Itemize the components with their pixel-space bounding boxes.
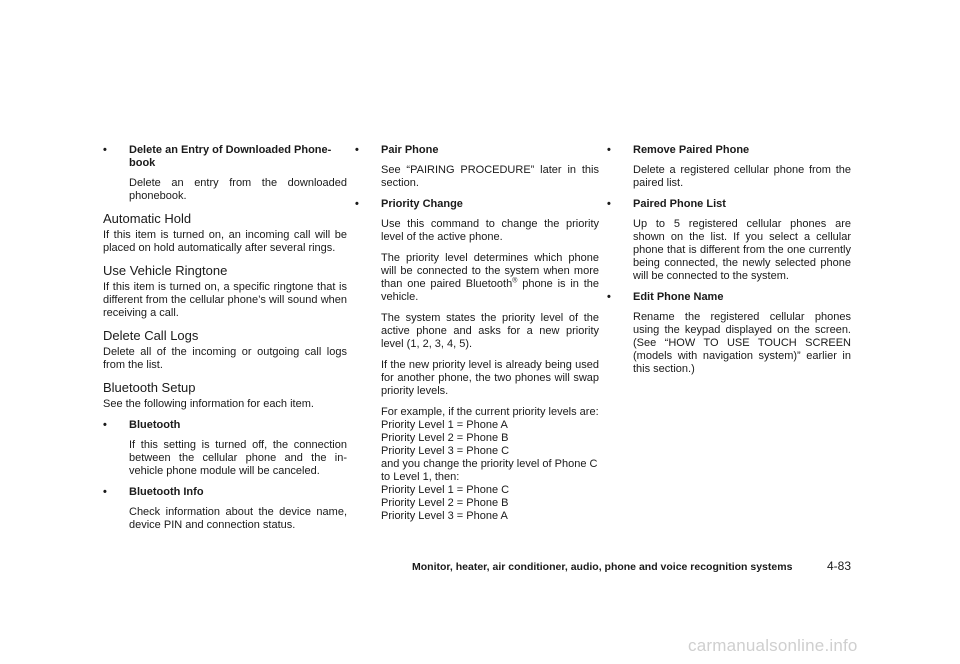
- bullet-dot: •: [103, 144, 107, 156]
- bullet-body: Up to 5 registered cellular phones are shown on the list. If you select a cellular phone that is different from the one currently being connected, the newly selected phone will be connected to the system.: [633, 218, 851, 282]
- paragraph-bluetooth-setup: See the following information for each item.: [103, 398, 314, 410]
- bullet-bluetooth: [103, 419, 347, 432]
- bullet-remove-paired-phone: [607, 144, 851, 157]
- heading-delete-call-logs: Delete Call Logs: [103, 328, 199, 343]
- priority-example: [355, 406, 599, 523]
- bullet-body: Use this command to change the priority level of the active phone.: [381, 218, 599, 243]
- bullet-paired-phone-list: [607, 198, 851, 211]
- bullet-body: Check information about the device name, device PIN and connection status.: [129, 506, 347, 531]
- bullet-dot: •: [607, 144, 611, 156]
- bullet-body: See “PAIRING PROCEDURE” later in this section.: [381, 164, 599, 189]
- bullet-title: Priority Change: [381, 198, 463, 210]
- heading-bluetooth-setup: Bluetooth Setup: [103, 380, 196, 395]
- bullet-dot: •: [607, 198, 611, 210]
- bullet-bluetooth-info: [103, 486, 347, 499]
- text-run: phone is in the vehicle.: [381, 278, 599, 303]
- paragraph-automatic-hold: If this item is turned on, an incoming call will be placed on hold automatically after several rings.: [103, 229, 347, 254]
- bullet-body-bluetooth-note: [355, 252, 599, 304]
- paragraph-vehicle-ringtone: If this item is turned on, a specific ringtone that is different from the cellular phone’s will sound when receiving a call.: [103, 281, 347, 319]
- example-line: Priority Level 3 = Phone C: [381, 445, 510, 457]
- example-line: Priority Level 2 = Phone B: [381, 432, 509, 444]
- column-left: [103, 144, 347, 540]
- heading-vehicle-ringtone: Use Vehicle Ringtone: [103, 263, 228, 278]
- bullet-title: Bluetooth Info: [129, 486, 204, 498]
- bullet-dot: •: [103, 486, 107, 498]
- bullet-body: If the new priority level is already being used for another phone, the two phones will swap priority levels.: [381, 359, 599, 397]
- registered-mark: ®: [512, 277, 518, 285]
- watermark: carmanualsonline.info: [688, 636, 858, 655]
- bullet-dot: •: [607, 291, 611, 303]
- column-middle: [355, 144, 599, 531]
- example-line: Priority Level 3 = Phone A: [381, 510, 508, 522]
- bullet-title: Remove Paired Phone: [633, 144, 750, 156]
- column-right: [607, 144, 851, 384]
- bullet-edit-phone-name: [607, 291, 851, 304]
- page-number: 4-83: [827, 559, 852, 573]
- bullet-dot: •: [355, 144, 359, 156]
- example-line: Priority Level 1 = Phone C: [381, 484, 510, 496]
- bullet-dot: •: [103, 419, 107, 431]
- bullet-title: Paired Phone List: [633, 198, 726, 210]
- bullet-title: Delete an Entry of Downloaded Phone-: [129, 144, 332, 156]
- bullet-title: Pair Phone: [381, 144, 439, 156]
- footer-section-title: Monitor, heater, air conditioner, audio, phone and voice recognition systems: [412, 561, 793, 573]
- bullet-body: The system states the priority level of the active phone and asks for a new priority level (1, 2, 3, 4, 5).: [381, 312, 599, 350]
- bullet-title: Edit Phone Name: [633, 291, 724, 303]
- bullet-delete-entry: [103, 144, 347, 170]
- example-line: Priority Level 1 = Phone A: [381, 419, 508, 431]
- example-line: For example, if the current priority levels are:: [381, 406, 599, 418]
- paragraph-delete-call-logs: Delete all of the incoming or outgoing call logs from the list.: [103, 346, 347, 371]
- bullet-dot: •: [355, 198, 359, 210]
- example-line: and you change the priority level of Phone C: [381, 458, 598, 470]
- example-line: Priority Level 2 = Phone B: [381, 497, 509, 509]
- bullet-body: Delete an entry from the downloaded phonebook.: [129, 177, 347, 202]
- text-run: The priority level determines which phone will be connected to the system when more than one paired Bluetooth: [381, 252, 599, 290]
- heading-automatic-hold: Automatic Hold: [103, 211, 192, 226]
- bullet-title-cont: book: [129, 157, 156, 169]
- bullet-priority-change: [355, 198, 599, 211]
- bullet-body: If this setting is turned off, the connection between the cellular phone and the in-vehicle phone module will be canceled.: [129, 439, 347, 477]
- example-line: to Level 1, then:: [381, 471, 460, 483]
- bullet-title: Bluetooth: [129, 419, 181, 431]
- bullet-pair-phone: [355, 144, 599, 157]
- bullet-body: Delete a registered cellular phone from the paired list.: [633, 164, 851, 189]
- bullet-body: Rename the registered cellular phones using the keypad displayed on the screen. (See “HOW TO USE TOUCH SCREEN (models with navigation system)” earlier in this section.): [633, 311, 851, 375]
